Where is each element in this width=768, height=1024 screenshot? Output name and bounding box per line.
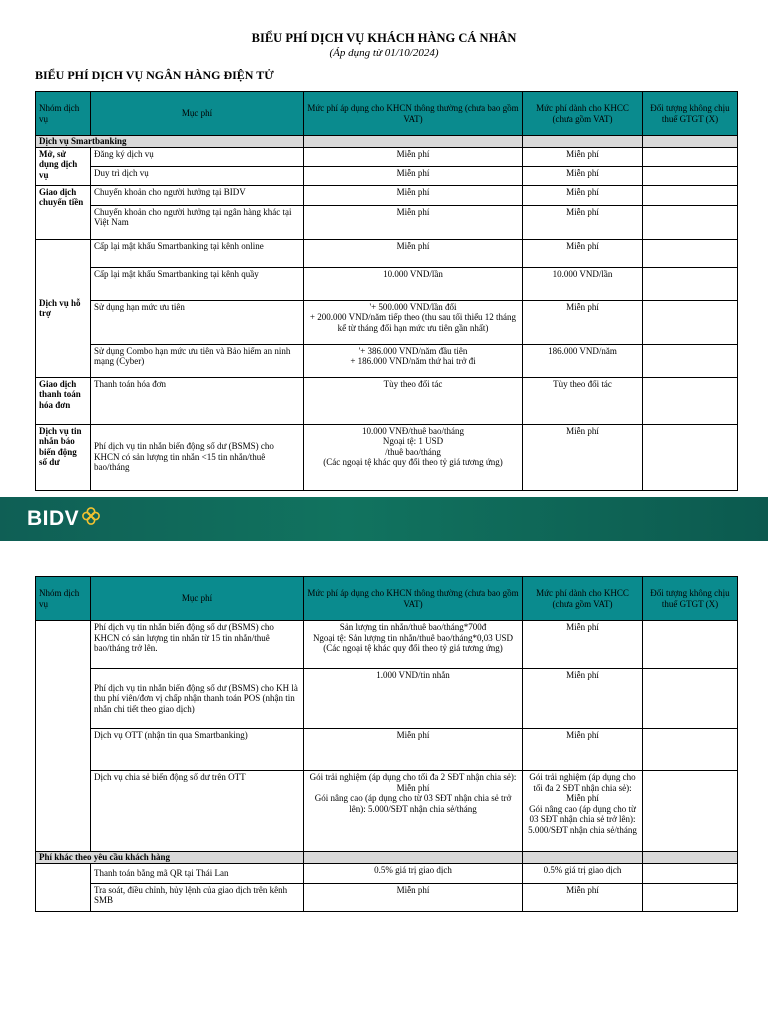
header-khcc: Mức phí dành cho KHCC (chưa gồm VAT) [523,577,643,621]
item-cell: Duy trì dịch vụ [91,166,304,185]
group-cell [36,863,91,911]
item-cell: Phí dịch vụ tin nhắn biến động số dư (BSMS) cho KH là thu phí viên/đơn vị chấp nhận thanh toán POS (nhận tin nhắn chi tiết theo giao dịch) [91,669,304,729]
table-row [36,621,738,669]
table-row [36,300,738,344]
item-cell: Cấp lại mật khẩu Smartbanking tại kênh quầy [91,267,304,300]
table-row [36,771,738,852]
group-cell [36,621,91,852]
vat-cell [643,669,738,729]
item-cell: Cấp lại mật khẩu Smartbanking tại kênh online [91,239,304,267]
header-khcn: Mức phí áp dụng cho KHCN thông thường (chưa bao gồm VAT) [304,577,523,621]
khcn-cell: Miễn phí [304,883,523,911]
khcn-cell [304,621,523,669]
vat-cell [643,205,738,239]
section-label: Dịch vụ Smartbanking [36,136,304,148]
khcn-line: Gói nâng cao (áp dụng cho từ 03 SĐT nhận chia sẻ trở lên): 5.000/SĐT nhận chia sẻ/tháng [314,793,512,814]
khcc-cell: Miễn phí [523,729,643,771]
item-cell: Phí dịch vụ tin nhắn biến động số dư (BSMS) cho KHCN có sản lượng tin nhắn <15 tin nhắn/thuê bao/tháng [91,424,304,490]
khcn-line: + 200.000 VND/năm tiếp theo (thu sau tối thiểu 12 tháng kể từ tháng đổi hạn mức ưu tiên gần nhất) [309,312,517,333]
brand-banner [0,497,768,541]
khcn-line: (Các ngoại tệ khác quy đổi theo tỷ giá tương ứng) [323,457,503,467]
khcc-cell: Miễn phí [523,239,643,267]
table-row [36,344,738,377]
group-cell: Dịch vụ hỗ trợ [36,239,91,377]
khcc-cell: Miễn phí [523,883,643,911]
khcc-cell: Miễn phí [523,147,643,166]
khcn-cell: 10.000 VND/lần [304,267,523,300]
vat-cell [643,239,738,267]
khcc-line: Gói nâng cao (áp dụng cho từ 03 SĐT nhận chia sẻ trở lên): 5.000/SĐT nhận chia sẻ/tháng [528,803,637,835]
khcc-cell: Tùy theo đối tác [523,377,643,424]
khcn-line: 10.000 VNĐ/thuê bao/tháng [361,425,465,436]
group-cell: Mở, sử dụng dịch vụ [36,147,91,185]
group-cell: Dịch vụ tin nhắn báo biến động số dư [36,424,91,490]
khcn-line: + 186.000 VND/năm thứ hai trở đi [350,356,476,366]
item-cell: Dịch vụ OTT (nhận tin qua Smartbanking) [91,729,304,771]
vat-cell [643,300,738,344]
khcn-cell: Miễn phí [304,729,523,771]
vat-cell [643,147,738,166]
header-khcc: Mức phí dành cho KHCC (chưa gồm VAT) [523,92,643,136]
vat-cell [643,883,738,911]
section-title: BIỂU PHÍ DỊCH VỤ NGÂN HÀNG ĐIỆN TỬ [35,68,274,82]
section-row-other [36,852,738,864]
khcc-cell: 10.000 VND/lần [523,267,643,300]
khcn-cell [304,300,523,344]
khcc-cell: Miễn phí [523,424,643,490]
khcc-cell: Miễn phí [523,166,643,185]
document-subtitle: (Áp dụng từ 01/10/2024) [329,47,439,59]
khcn-cell: 0.5% giá trị giao dịch [304,863,523,883]
vat-cell [643,166,738,185]
khcc-cell: 186.000 VND/năm [523,344,643,377]
table-row [36,729,738,771]
table-row [36,377,738,424]
khcn-cell [304,771,523,852]
header-group: Nhóm dịch vụ [36,577,91,621]
item-cell: Phí dịch vụ tin nhắn biến động số dư (BSMS) cho KHCN có sản lượng tin nhắn từ 15 tin nhắn/thuê bao/tháng trở lên. [91,621,304,669]
vat-cell [643,344,738,377]
khcn-cell: Tùy theo đối tác [304,377,523,424]
header-group: Nhóm dịch vụ [36,92,91,136]
khcn-cell: Miễn phí [304,166,523,185]
section-row-smartbanking [36,136,738,148]
table-row [36,669,738,729]
khcc-cell: Miễn phí [523,621,643,669]
table-row [36,267,738,300]
khcn-line: Ngoại tệ: 1 USD [382,436,444,446]
khcn-cell [304,344,523,377]
khcn-cell: Miễn phí [304,205,523,239]
item-cell: Sử dụng hạn mức ưu tiên [91,300,304,344]
khcn-line: (Các ngoại tệ khác quy đổi theo tỷ giá tương ứng) [323,643,503,653]
table-row [36,239,738,267]
table-row [36,185,738,205]
khcn-line: '+ 386.000 VND/năm đầu tiên [358,345,468,356]
table-row [36,147,738,166]
khcn-line: Ngoại tệ: Sản lượng tin nhắn/thuê bao/tháng*0,03 USD [312,632,514,643]
fee-table-page-1 [35,91,738,491]
khcn-line: /thuê bao/tháng [385,446,441,457]
bidv-flower-icon [82,507,100,525]
header-vat: Đối tượng không chịu thuế GTGT (X) [643,577,738,621]
item-cell: Chuyển khoản cho người hưởng tại BIDV [91,185,304,205]
document-title: BIỂU PHÍ DỊCH VỤ KHÁCH HÀNG CÁ NHÂN [251,31,517,45]
khcn-cell: Miễn phí [304,239,523,267]
khcn-line: Sản lượng tin nhắn/thuê bao/tháng*700đ [339,622,487,632]
fee-table-page-2 [35,576,738,912]
khcn-cell: Miễn phí [304,185,523,205]
table-header-row [36,577,738,621]
item-cell: Thanh toán bằng mã QR tại Thái Lan [91,863,304,883]
khcc-cell: Miễn phí [523,205,643,239]
table-row [36,863,738,883]
section-label: Phí khác theo yêu cầu khách hàng [36,852,304,864]
item-cell: Chuyển khoản cho người hưởng tại ngân hàng khác tại Việt Nam [91,205,304,239]
vat-cell [643,267,738,300]
header-vat: Đối tượng không chịu thuế GTGT (X) [643,92,738,136]
vat-cell [643,621,738,669]
khcn-cell [304,424,523,490]
item-cell: Sử dụng Combo hạn mức ưu tiên và Bảo hiểm an ninh mạng (Cyber) [91,344,304,377]
vat-cell [643,424,738,490]
item-cell: Dịch vụ chia sẻ biến động số dư trên OTT [91,771,304,852]
khcc-cell: 0.5% giá trị giao dịch [523,863,643,883]
khcc-cell: Miễn phí [523,185,643,205]
bidv-logo [27,507,100,531]
khcn-cell: 1.000 VND/tin nhắn [304,669,523,729]
khcc-line: Gói trải nghiệm (áp dụng cho tối đa 2 SĐT nhận chia sẻ): Miễn phí [529,772,636,803]
item-cell: Tra soát, điều chỉnh, hủy lệnh của giao dịch trên kênh SMB [91,883,304,911]
vat-cell [643,377,738,424]
item-cell: Thanh toán hóa đơn [91,377,304,424]
group-cell: Giao dịch thanh toán hóa đơn [36,377,91,424]
table-row [36,424,738,490]
header-item: Mục phí [91,92,304,136]
vat-cell [643,771,738,852]
table-row [36,883,738,911]
khcc-cell: Miễn phí [523,300,643,344]
table-row [36,166,738,185]
khcc-cell: Miễn phí [523,669,643,729]
khcn-cell: Miễn phí [304,147,523,166]
khcn-line: Gói trải nghiệm (áp dụng cho tối đa 2 SĐT nhận chia sẻ): Miễn phí [309,772,517,793]
khcn-line: '+ 500.000 VND/lần đổi [369,301,457,312]
vat-cell [643,729,738,771]
header-item: Mục phí [91,577,304,621]
table-header-row [36,92,738,136]
group-cell: Giao dịch chuyển tiền [36,185,91,239]
item-cell: Đăng ký dịch vụ [91,147,304,166]
vat-cell [643,863,738,883]
header-khcn: Mức phí áp dụng cho KHCN thông thường (chưa bao gồm VAT) [304,92,523,136]
khcc-cell [523,771,643,852]
table-row [36,205,738,239]
logo-text: BIDV [27,507,80,530]
vat-cell [643,185,738,205]
